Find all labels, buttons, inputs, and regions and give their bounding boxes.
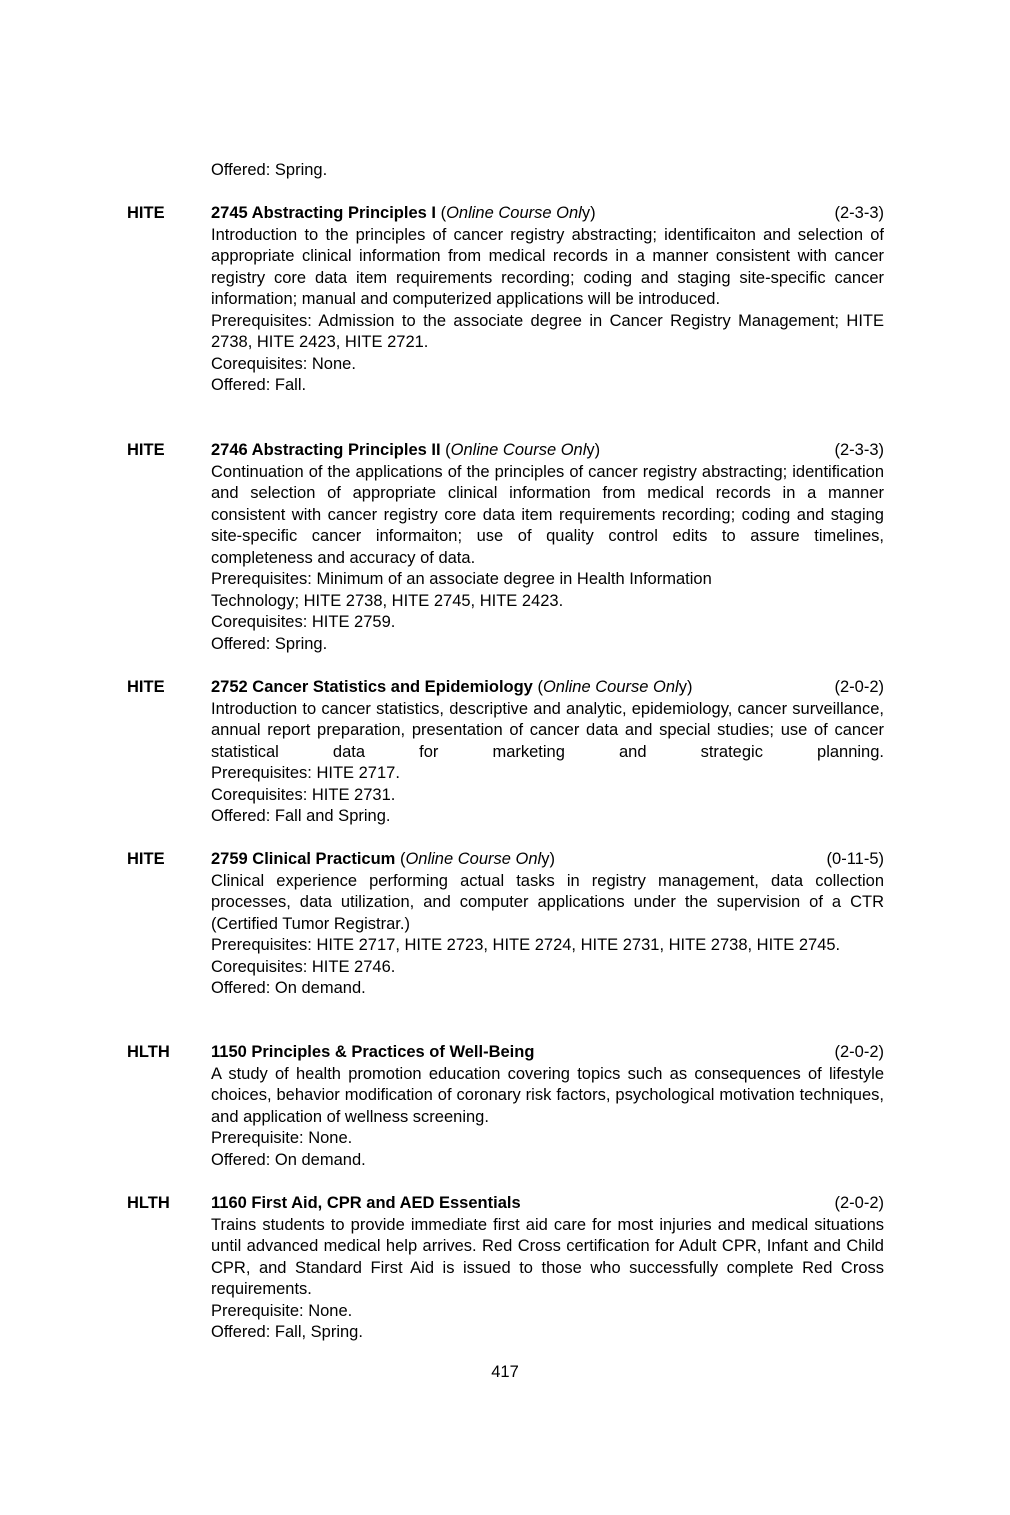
course-prerequisites: Prerequisites: HITE 2717, HITE 2723, HITE 2724, HITE 2731, HITE 2738, HITE 2745. (211, 936, 841, 954)
course-credits: (2-0-2) (834, 1043, 884, 1061)
course-dept: HLTH (127, 1194, 170, 1212)
online-only-tail: y (581, 204, 591, 222)
course-body (211, 440, 884, 655)
course-dept: HITE (127, 678, 165, 696)
course-prerequisites-line-2: Technology; HITE 2738, HITE 2745, HITE 2423. (211, 591, 564, 610)
online-only-note: Online Course Onl (542, 678, 679, 696)
course-title-row: 2752 Cancer Statistics and Epidemiology (Online Course Only) (2-0-2) (211, 677, 884, 699)
course-offered: Offered: On demand. (211, 979, 366, 997)
course-credits: (2-0-2) (834, 1194, 884, 1212)
course-credits: (2-0-2) (834, 678, 884, 696)
online-only-note: Online Course Onl (450, 441, 587, 459)
course-description: A study of health promotion education covering topics such as consequences of lifestyle choices, behavior modification of coronary risk factors, psychological motivation techniques, and application of wellness screening. (211, 1064, 884, 1126)
course-prerequisite: Prerequisite: None. (211, 1301, 353, 1320)
course-number-title: 2745 Abstracting Principles I (211, 204, 436, 222)
course-number-title: 1150 Principles & Practices of Well-Being (211, 1043, 535, 1061)
online-only-tail: y (678, 678, 687, 696)
course-title-row: 2745 Abstracting Principles I (Online Course Only) (2-3-3) (211, 203, 884, 225)
online-only-note: Online Course Onl (446, 204, 582, 222)
course-dept: HITE (127, 204, 165, 222)
course-title-row: 2759 Clinical Practicum (Online Course Only) (0-11-5) (211, 849, 884, 871)
course-description: Trains students to provide immediate first aid care for most injuries and medical situations until advanced medical help arrives. Red Cross certification for Adult CPR, Infant and Child CPR, and Standard First Aid is issued to those who successfully complete Red Cross requirements. (211, 1215, 884, 1298)
course-description: Introduction to the principles of cancer registry abstracting; identificaiton and selection of appropriate clinical information from medical records in a manner consistent with cancer registry core data item requirements recording; coding and staging site-specific cancer information; manual and computerized applications will be introduced. (211, 225, 884, 308)
course-prerequisites: Prerequisites: Admission to the associate degree in Cancer Registry Management; HITE 2738, HITE 2423, HITE 2721. (211, 311, 884, 351)
course-title-row (211, 1193, 884, 1215)
course-credits: (2-3-3) (834, 204, 884, 222)
course-dept: HLTH (127, 1043, 170, 1061)
online-only-tail: y (586, 441, 595, 459)
course-offered: Offered: Fall and Spring. (211, 807, 391, 825)
course-corequisites: Corequisites: None. (211, 354, 356, 373)
course-description: Clinical experience performing actual tasks in registry management, data collection processes, data utilization, and computer applications under the supervision of a CTR (Certified Tumor Registrar.) (211, 871, 884, 933)
course-title-row: 2746 Abstracting Principles II (Online Course Only) (2-3-3) (211, 440, 884, 462)
course-body (211, 203, 884, 397)
course-corequisites: Corequisites: HITE 2746. (211, 957, 396, 976)
course-description: Introduction to cancer statistics, descriptive and analytic, epidemiology, cancer surveillance, annual report preparation, presentation of cancer data and special studies; use of cancer statistical data for marketing and strategic planning. (211, 699, 884, 761)
course-credits: (2-3-3) (834, 441, 884, 459)
course-corequisites: Corequisites: HITE 2759. (211, 613, 396, 631)
online-only-tail: y (541, 850, 550, 868)
course-corequisites: Corequisites: HITE 2731. (211, 785, 396, 804)
page-number: 417 (491, 1363, 519, 1381)
course-number-title: 2752 Cancer Statistics and Epidemiology (211, 678, 533, 696)
course-body (211, 1193, 884, 1344)
course-prerequisites-line-1: Prerequisites: Minimum of an associate degree in Health Information (211, 570, 712, 588)
course-offered: Offered: On demand. (211, 1150, 366, 1169)
course-prerequisites: Prerequisites: HITE 2717. (211, 764, 400, 782)
course-body (211, 1042, 884, 1171)
course-body (211, 677, 884, 828)
course-dept: HITE (127, 850, 165, 868)
course-description: Continuation of the applications of the principles of cancer registry abstracting; identification and selection of appropriate clinical information from medical records in a manner consistent with cancer registry core data item requirements recording; coding and staging site-specific cancer informaiton; use of quality control edits to assure timelines, completeness and accuracy of data. (211, 462, 884, 567)
course-number-title: 1160 First Aid, CPR and AED Essentials (211, 1194, 521, 1212)
course-number-title: 2746 Abstracting Principles II (211, 441, 441, 459)
course-credits: (0-11-5) (826, 850, 884, 868)
course-offered: Offered: Fall. (211, 376, 307, 394)
previous-course-offered: Offered: Spring. (211, 161, 328, 179)
course-dept: HITE (127, 441, 165, 459)
course-offered: Offered: Fall, Spring. (211, 1323, 363, 1341)
course-prerequisite: Prerequisite: None. (211, 1129, 353, 1147)
online-only-note: Online Course Onl (405, 850, 542, 868)
course-number-title: 2759 Clinical Practicum (211, 850, 396, 868)
course-body (211, 849, 884, 1000)
course-title-row (211, 1042, 884, 1064)
course-offered: Offered: Spring. (211, 634, 328, 653)
